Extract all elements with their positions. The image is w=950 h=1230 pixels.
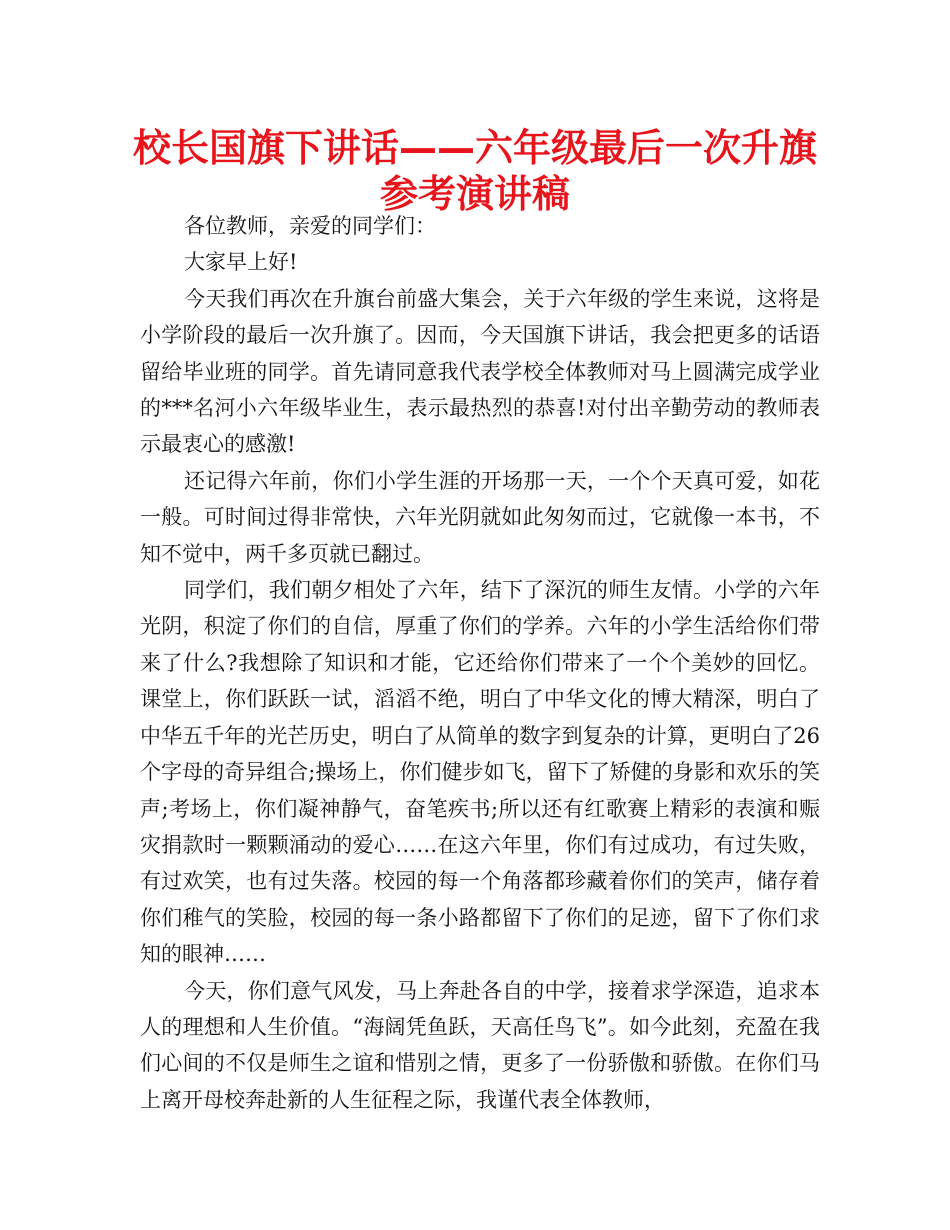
- document-title-line-2: 参考演讲稿: [379, 172, 570, 216]
- body-paragraph: 今天我们再次在升旗台前盛大集会，关于六年级的学生来说，这将是小学阶段的最后一次升旗了。因而，今天国旗下讲话，我会把更多的话语留给毕业班的同学。首先请同意我代表学校全体教师对马上圆满完成学业的***名河小六年级毕业生，表示最热烈的恭喜!对付出辛勤劳动的教师表示最衷心的感激!: [140, 286, 820, 457]
- salutation-paragraph: 各位教师，亲爱的同学们：: [184, 214, 436, 238]
- document-title-line-1: 校长国旗下讲话——六年级最后一次升旗: [132, 126, 817, 170]
- body-paragraph: 今天，你们意气风发，马上奔赴各自的中学，接着求学深造，追求本人的理想和人生价值。“海阔凭鱼跃，天高任鸟飞”。如今此刻，充盈在我们心间的不仅是师生之谊和惜别之情，更多了一份骄傲和骄傲。在你们马上离开母校奔赴新的人生征程之际，我谨代表全体教师，: [140, 978, 820, 1112]
- greeting-paragraph: 大家早上好!: [184, 250, 298, 275]
- document-body: [140, 208, 820, 1118]
- body-paragraph: 同学们，我们朝夕相处了六年，结下了深沉的师生友情。小学的六年光阴，积淀了你们的自信，厚重了你们的学养。六年的小学生活给你们带来了什么?我想除了知识和才能，它还给你们带来了一个个美妙的回忆。课堂上，你们跃跃一试，滔滔不绝，明白了中华文化的博大精深，明白了中华五千年的光芒历史，明白了从简单的数字到复杂的计算，更明白了26个字母的奇异组合;操场上，你们健步如飞，留下了矫健的身影和欢乐的笑声;考场上，你们凝神静气，奋笔疾书;所以还有红歌赛上精彩的表演和赈灾捐款时一颗颗涌动的爱心……在这六年里，你们有过成功，有过失败，有过欢笑，也有过失落。校园的每一个角落都珍藏着你们的笑声，储存着你们稚气的笑脸，校园的每一条小路都留下了你们的足迹，留下了你们求知的眼神……: [140, 578, 820, 967]
- body-paragraph: 还记得六年前，你们小学生涯的开场那一天，一个个天真可爱，如花一般。可时间过得非常快，六年光阴就如此匆匆而过，它就像一本书，不知不觉中，两千多页就已翻过。: [140, 468, 820, 566]
